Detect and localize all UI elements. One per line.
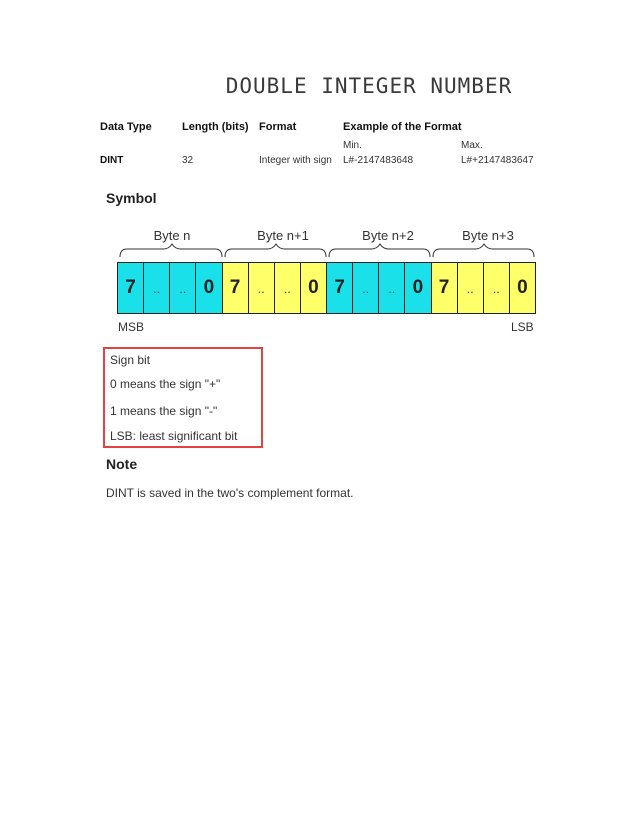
bit-cell: 0 xyxy=(509,263,535,313)
bit-cell: .. xyxy=(248,263,274,313)
byte-label-n: Byte n xyxy=(153,228,191,243)
bit-cell: .. xyxy=(169,263,195,313)
bit-row xyxy=(117,262,536,314)
bit-cell: 7 xyxy=(326,263,352,313)
lsb-label: LSB xyxy=(511,320,534,334)
bit-cell: 7 xyxy=(118,263,143,313)
header-example: Example of the Format xyxy=(343,121,462,133)
brace-byte-n3 xyxy=(433,244,534,257)
min-label: Min. xyxy=(343,140,362,151)
cell-data-type: DINT xyxy=(100,155,124,166)
note-text: DINT is saved in the two's complement format. xyxy=(106,486,354,500)
header-format: Format xyxy=(259,121,297,133)
cell-min: L#-2147483648 xyxy=(343,155,414,166)
bit-cell: .. xyxy=(457,263,483,313)
legend-zero-plus: 0 means the sign "+" xyxy=(110,377,221,391)
bit-cell: 0 xyxy=(195,263,221,313)
max-label: Max. xyxy=(461,140,483,151)
legend-box xyxy=(103,347,263,448)
bit-cell: 0 xyxy=(404,263,430,313)
bit-cell: .. xyxy=(274,263,300,313)
page-title: DOUBLE INTEGER NUMBER xyxy=(225,74,513,98)
cell-format: Integer with sign xyxy=(259,155,332,166)
brace-byte-n xyxy=(120,244,222,257)
bit-cell: 7 xyxy=(222,263,248,313)
symbol-heading: Symbol xyxy=(106,190,157,206)
header-data-type: Data Type xyxy=(100,121,152,133)
bit-cell: 7 xyxy=(431,263,457,313)
header-length: Length (bits) xyxy=(182,121,249,133)
bit-cell: .. xyxy=(352,263,378,313)
cell-max: L#+2147483647 xyxy=(461,155,534,166)
legend-sign-bit: Sign bit xyxy=(110,353,151,367)
brace-byte-n1 xyxy=(225,244,326,257)
msb-label: MSB xyxy=(118,320,145,334)
cell-length: 32 xyxy=(182,155,194,166)
byte-label-n2: Byte n+2 xyxy=(362,228,414,243)
byte-braces xyxy=(117,243,537,259)
byte-label-n3: Byte n+3 xyxy=(462,228,514,243)
brace-byte-n2 xyxy=(329,244,430,257)
note-heading: Note xyxy=(106,456,138,472)
bit-cell: .. xyxy=(378,263,404,313)
bit-cell: .. xyxy=(483,263,509,313)
bit-cell: .. xyxy=(143,263,169,313)
legend-lsb: LSB: least significant bit xyxy=(110,429,238,443)
legend-one-minus: 1 means the sign "-" xyxy=(110,404,218,418)
byte-label-n1: Byte n+1 xyxy=(257,228,309,243)
bit-cell: 0 xyxy=(300,263,326,313)
